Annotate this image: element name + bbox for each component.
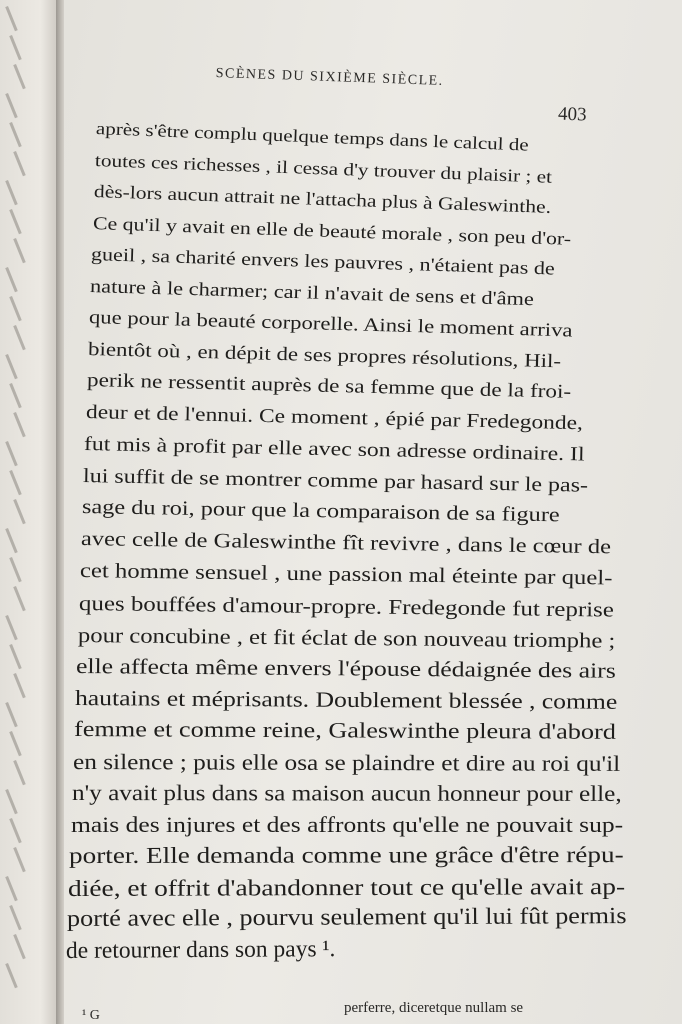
- facing-page-glyphs: [13, 412, 26, 437]
- facing-page-glyphs: [13, 238, 26, 263]
- facing-page-glyphs: [5, 267, 18, 292]
- text-line: nature à le charmer; car il n'avait de sens et d'âme: [89, 275, 535, 310]
- facing-page-glyphs: [5, 180, 18, 205]
- text-line: que pour la beauté corporelle. Ainsi le moment arriva: [88, 307, 573, 342]
- book-page: [64, 0, 682, 1024]
- text-line: bientôt où , en dépit de ses propres résolutions, Hil-: [87, 338, 562, 373]
- text-line: diée, et offrit d'abandonner tout ce qu'elle avait ap-: [68, 872, 626, 901]
- page-number: 403: [557, 103, 587, 126]
- text-line: après s'être complu quelque temps dans le calcul de: [95, 118, 530, 155]
- text-line: elle affecta même envers l'épouse dédaignée des airs: [76, 654, 617, 683]
- text-line: pour concubine , et fit éclat de son nouveau triomphe ;: [77, 622, 616, 653]
- text-line: femme et comme reine, Galeswinthe pleura d'abord: [74, 717, 617, 745]
- text-line: perik ne ressentit auprès de sa femme que de la froi-: [86, 370, 572, 404]
- facing-page-glyphs: [9, 557, 22, 582]
- text-line: toutes ces richesses , il cessa d'y trouver du plaisir ; et: [94, 149, 553, 187]
- facing-page-glyphs: [5, 789, 18, 814]
- text-line: dès-lors aucun attrait ne l'attacha plus à Galeswinthe.: [93, 181, 552, 218]
- text-line: sage du roi, pour que la comparaison de sa figure: [81, 496, 561, 527]
- facing-page-glyphs: [13, 847, 26, 872]
- text-line: hautains et méprisants. Doublement blessée , comme: [75, 685, 618, 714]
- facing-page-edge: [0, 0, 58, 1024]
- facing-page-glyphs: [9, 905, 22, 930]
- text-line: avec celle de Galeswinthe fît revivre , dans le cœur de: [80, 528, 612, 559]
- facing-page-glyphs: [13, 586, 26, 611]
- facing-page-glyphs: [13, 151, 26, 176]
- facing-page-glyphs: [9, 122, 22, 147]
- facing-page-glyphs: [9, 470, 22, 495]
- facing-page-glyphs: [5, 615, 18, 640]
- facing-page-glyphs: [5, 354, 18, 379]
- text-line: deur et de l'ennui. Ce moment , épié par Fredegonde,: [85, 401, 583, 435]
- footnote-text: perferre, diceretque nullam se: [344, 1000, 524, 1016]
- facing-page-glyphs: [5, 876, 18, 901]
- footnote-mark: ¹ G: [82, 1008, 100, 1023]
- facing-page-glyphs: [13, 760, 26, 785]
- facing-page-glyphs: [9, 35, 22, 60]
- facing-page-glyphs: [5, 963, 18, 988]
- text-line: fut mis à profit par elle avec son adresse ordinaire. Il: [84, 433, 586, 466]
- facing-page-glyphs: [5, 6, 18, 31]
- facing-page-glyphs: [13, 64, 26, 89]
- facing-page-glyphs: [5, 441, 18, 466]
- facing-page-glyphs: [13, 499, 26, 524]
- facing-page-glyphs: [9, 383, 22, 408]
- text-line: cet homme sensuel , une passion mal éteinte par quel-: [79, 559, 613, 589]
- facing-page-glyphs: [9, 644, 22, 669]
- facing-page-glyphs: [13, 325, 26, 350]
- text-line: de retourner dans son pays ¹.: [65, 936, 336, 964]
- text-line: ques bouffées d'amour-propre. Fredegonde fut reprise: [78, 591, 614, 622]
- text-line: gueil , sa charité envers les pauvres , n'étaient pas de: [91, 244, 556, 279]
- text-line: mais des injures et des affronts qu'elle ne pouvait sup-: [70, 811, 623, 837]
- text-line: n'y avait plus dans sa maison aucun honneur pour elle,: [71, 780, 622, 807]
- facing-page-glyphs: [13, 673, 26, 698]
- text-line: porter. Elle demanda comme une grâce d'être répu-: [69, 842, 625, 869]
- text-line: en silence ; puis elle osa se plaindre et dire au roi qu'il: [72, 748, 621, 776]
- facing-page-glyphs: [9, 296, 22, 321]
- facing-page-glyphs: [9, 209, 22, 234]
- facing-page-glyphs: [9, 731, 22, 756]
- text-line: lui suffit de se montrer comme par hasard sur le pas-: [83, 464, 589, 497]
- running-head: SCÈNES DU SIXIÈME SIÈCLE.: [215, 66, 444, 89]
- facing-page-glyphs: [5, 702, 18, 727]
- facing-page-glyphs: [5, 528, 18, 553]
- facing-page-glyphs: [13, 934, 26, 959]
- facing-page-glyphs: [9, 818, 22, 843]
- facing-page-glyphs: [5, 93, 18, 118]
- text-line: porté avec elle , pourvu seulement qu'il lui fût permis: [67, 903, 627, 933]
- text-line: Ce qu'il y avait en elle de beauté morale , son peu d'or-: [92, 212, 571, 249]
